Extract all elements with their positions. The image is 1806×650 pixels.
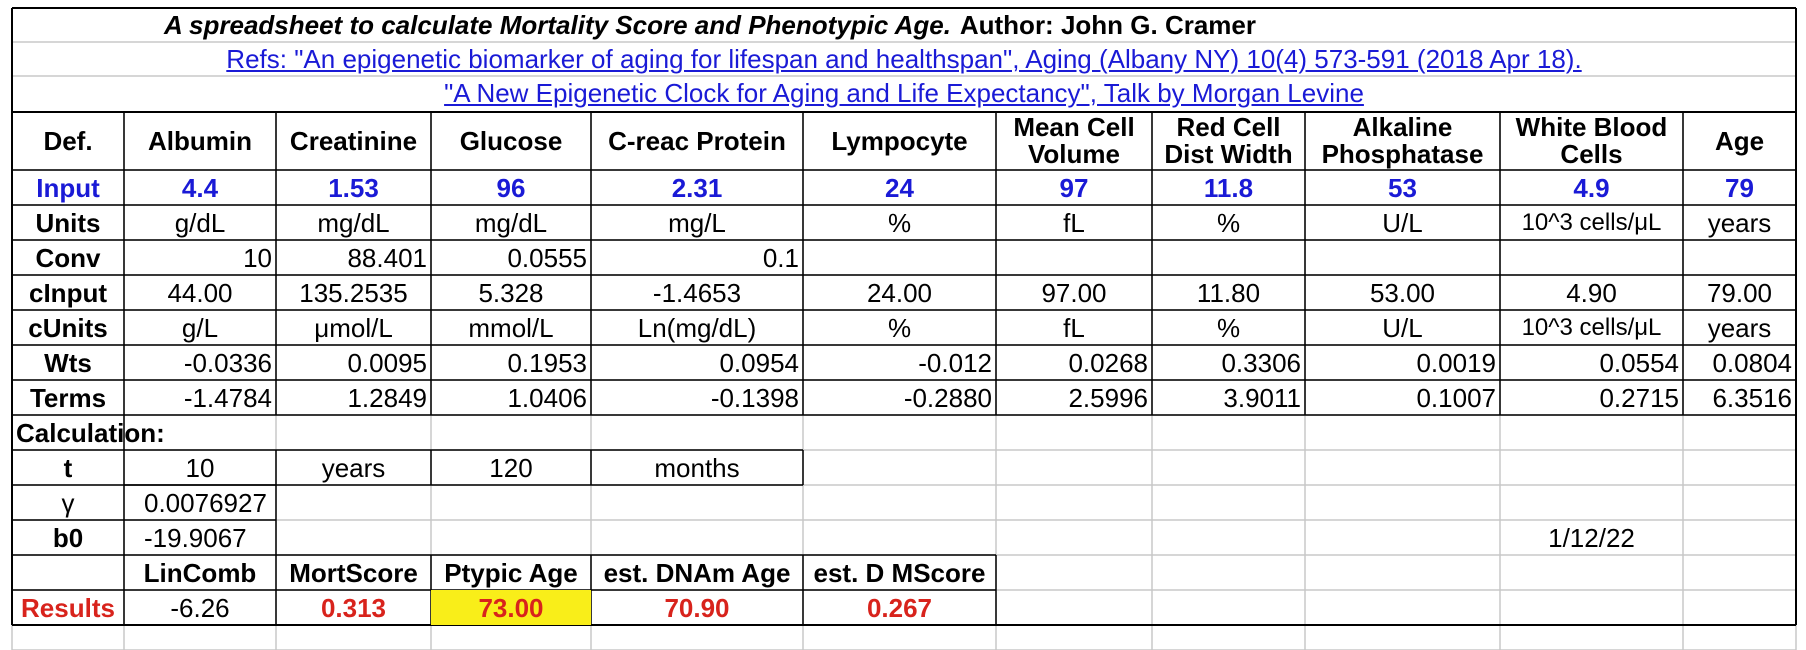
input-crp[interactable]: 2.31 bbox=[671, 172, 723, 203]
row-wts-label[interactable]: Wts bbox=[44, 347, 92, 378]
calc-heading[interactable]: Calculation: bbox=[16, 417, 165, 448]
cinput-crp[interactable]: -1.4653 bbox=[652, 277, 742, 308]
units-wbc[interactable]: 10^3 cells/μL bbox=[1521, 208, 1662, 236]
t-months-value[interactable]: 120 bbox=[489, 452, 533, 483]
cunits-age[interactable]: years bbox=[1707, 312, 1772, 343]
units-rdw[interactable]: % bbox=[1216, 207, 1241, 238]
terms-crp[interactable]: -0.1398 bbox=[710, 382, 799, 413]
units-creatinine[interactable]: mg/dL bbox=[317, 207, 390, 238]
gamma-value[interactable]: 0.0076927 bbox=[144, 487, 267, 518]
cinput-rdw[interactable]: 11.80 bbox=[1196, 277, 1261, 308]
gamma-label[interactable]: γ bbox=[61, 487, 75, 518]
units-crp[interactable]: mg/L bbox=[668, 207, 726, 238]
row-terms-label[interactable]: Terms bbox=[29, 382, 107, 413]
cunits-creatinine[interactable]: μmol/L bbox=[314, 312, 393, 343]
terms-glucose[interactable]: 1.0406 bbox=[507, 382, 587, 413]
t-years-value[interactable]: 10 bbox=[185, 452, 215, 483]
row-units-label[interactable]: Units bbox=[35, 207, 101, 238]
terms-lympho[interactable]: -0.2880 bbox=[903, 382, 992, 413]
b0-value[interactable]: -19.9067 bbox=[144, 522, 247, 553]
terms-albumin[interactable]: -1.4784 bbox=[183, 382, 272, 413]
result-dnam-age[interactable]: 70.90 bbox=[664, 592, 730, 623]
cinput-lympho[interactable]: 24.00 bbox=[866, 277, 933, 308]
input-age[interactable]: 79 bbox=[1725, 172, 1754, 203]
terms-creatinine[interactable]: 1.2849 bbox=[347, 382, 427, 413]
result-header-mortscore[interactable]: MortScore bbox=[289, 557, 418, 588]
row-conv-label[interactable]: Conv bbox=[35, 242, 101, 273]
units-mcv[interactable]: fL bbox=[1063, 207, 1085, 238]
cunits-lympho[interactable]: % bbox=[887, 312, 912, 343]
input-albumin[interactable]: 4.4 bbox=[181, 172, 219, 203]
wts-lympho[interactable]: -0.012 bbox=[918, 347, 992, 378]
terms-mcv[interactable]: 2.5996 bbox=[1068, 382, 1148, 413]
cunits-crp[interactable]: Ln(mg/dL) bbox=[637, 312, 757, 343]
result-ptypic-age[interactable]: 73.00 bbox=[431, 590, 591, 625]
result-header-ptypic[interactable]: Ptypic Age bbox=[444, 557, 578, 588]
header-crp[interactable]: C-reac Protein bbox=[608, 126, 786, 156]
wts-glucose[interactable]: 0.1953 bbox=[507, 347, 587, 378]
cunits-mcv[interactable]: fL bbox=[1063, 312, 1085, 343]
t-months-unit[interactable]: months bbox=[654, 452, 740, 483]
input-rdw[interactable]: 11.8 bbox=[1203, 172, 1254, 203]
cunits-albumin[interactable]: g/L bbox=[181, 312, 219, 343]
title-text: A spreadsheet to calculate Mortality Score and Phenotypic Age. bbox=[164, 10, 951, 40]
cunits-wbc[interactable]: 10^3 cells/μL bbox=[1521, 313, 1662, 341]
wts-crp[interactable]: 0.0954 bbox=[719, 347, 799, 378]
cinput-age[interactable]: 79.00 bbox=[1706, 277, 1773, 308]
input-glucose[interactable]: 96 bbox=[496, 172, 526, 203]
t-years-unit[interactable]: years bbox=[321, 452, 386, 483]
header-def[interactable]: Def. bbox=[43, 126, 93, 156]
wts-rdw[interactable]: 0.3306 bbox=[1221, 347, 1301, 378]
cinput-mcv[interactable]: 97.00 bbox=[1041, 277, 1107, 308]
row-input-label[interactable]: Input bbox=[36, 172, 100, 203]
input-mcv[interactable]: 97 bbox=[1059, 172, 1089, 203]
wts-albumin[interactable]: -0.0336 bbox=[183, 347, 272, 378]
conv-creatinine[interactable]: 88.401 bbox=[347, 242, 427, 273]
terms-age[interactable]: 6.3516 bbox=[1712, 382, 1792, 413]
cinput-albumin[interactable]: 44.00 bbox=[167, 277, 233, 308]
result-lincomb[interactable]: -6.26 bbox=[170, 592, 230, 623]
result-dmscore[interactable]: 0.267 bbox=[866, 592, 933, 623]
b0-label[interactable]: b0 bbox=[52, 522, 84, 553]
results-label[interactable]: Results bbox=[21, 592, 115, 623]
units-age[interactable]: years bbox=[1707, 207, 1772, 238]
header-albumin[interactable]: Albumin bbox=[148, 126, 252, 156]
cinput-glucose[interactable]: 5.328 bbox=[478, 277, 544, 308]
author-text: Author: John G. Cramer bbox=[959, 10, 1256, 40]
conv-glucose[interactable]: 0.0555 bbox=[507, 242, 587, 273]
t-label[interactable]: t bbox=[63, 452, 73, 483]
input-creatinine[interactable]: 1.53 bbox=[328, 172, 379, 203]
row-cinput-label[interactable]: cInput bbox=[29, 277, 107, 308]
cinput-alp[interactable]: 53.00 bbox=[1369, 277, 1436, 308]
result-header-dnam[interactable]: est. DNAm Age bbox=[603, 557, 791, 588]
result-mortscore[interactable]: 0.313 bbox=[320, 592, 387, 623]
header-lympho[interactable]: Lympocyte bbox=[831, 126, 968, 156]
ref-link-2[interactable]: "A New Epigenetic Clock for Aging and Life Expectancy", Talk by Morgan Levine bbox=[444, 78, 1364, 108]
title-cell[interactable] bbox=[160, 8, 1260, 42]
input-lympho[interactable]: 24 bbox=[885, 172, 914, 203]
units-albumin[interactable]: g/dL bbox=[174, 207, 226, 238]
date-cell[interactable]: 1/12/22 bbox=[1548, 522, 1635, 553]
units-glucose[interactable]: mg/dL bbox=[474, 207, 548, 238]
header-glucose[interactable]: Glucose bbox=[459, 126, 563, 156]
header-mcv[interactable]: Mean Cell Volume bbox=[1013, 112, 1135, 169]
units-alp[interactable]: U/L bbox=[1382, 207, 1423, 238]
cunits-alp[interactable]: U/L bbox=[1382, 312, 1423, 343]
header-creatinine[interactable]: Creatinine bbox=[289, 126, 418, 156]
cinput-wbc[interactable]: 4.90 bbox=[1566, 277, 1617, 308]
wts-mcv[interactable]: 0.0268 bbox=[1068, 347, 1148, 378]
header-alp[interactable]: Alkaline Phosphatase bbox=[1321, 112, 1484, 169]
conv-crp[interactable]: 0.1 bbox=[762, 242, 799, 273]
conv-albumin[interactable]: 10 bbox=[243, 242, 272, 273]
units-lympho[interactable]: % bbox=[887, 207, 912, 238]
header-age[interactable]: Age bbox=[1714, 126, 1765, 156]
wts-alp[interactable]: 0.0019 bbox=[1416, 347, 1496, 378]
wts-creatinine[interactable]: 0.0095 bbox=[347, 347, 427, 378]
result-header-dmscore[interactable]: est. D MScore bbox=[813, 557, 986, 588]
header-wbc[interactable]: White Blood Cells bbox=[1515, 112, 1668, 169]
terms-wbc[interactable]: 0.2715 bbox=[1599, 382, 1679, 413]
cunits-glucose[interactable]: mmol/L bbox=[468, 312, 554, 343]
terms-rdw[interactable]: 3.9011 bbox=[1223, 382, 1301, 413]
cunits-rdw[interactable]: % bbox=[1216, 312, 1241, 343]
ref-link-1[interactable]: Refs: "An epigenetic biomarker of aging for lifespan and healthspan", Aging (Albany NY) 10(4) 573-591 (2018 Apr 18). bbox=[226, 44, 1582, 74]
input-wbc[interactable]: 4.9 bbox=[1573, 172, 1610, 203]
terms-alp[interactable]: 0.1007 bbox=[1416, 382, 1496, 413]
wts-age[interactable]: 0.0804 bbox=[1712, 347, 1792, 378]
input-alp[interactable]: 53 bbox=[1388, 172, 1417, 203]
wts-wbc[interactable]: 0.0554 bbox=[1599, 347, 1679, 378]
result-header-lincomb[interactable]: LinComb bbox=[143, 557, 257, 588]
cinput-creatinine[interactable]: 135.2535 bbox=[299, 277, 408, 308]
row-cunits-label[interactable]: cUnits bbox=[28, 312, 108, 343]
header-rdw[interactable]: Red Cell Dist Width bbox=[1164, 112, 1293, 169]
